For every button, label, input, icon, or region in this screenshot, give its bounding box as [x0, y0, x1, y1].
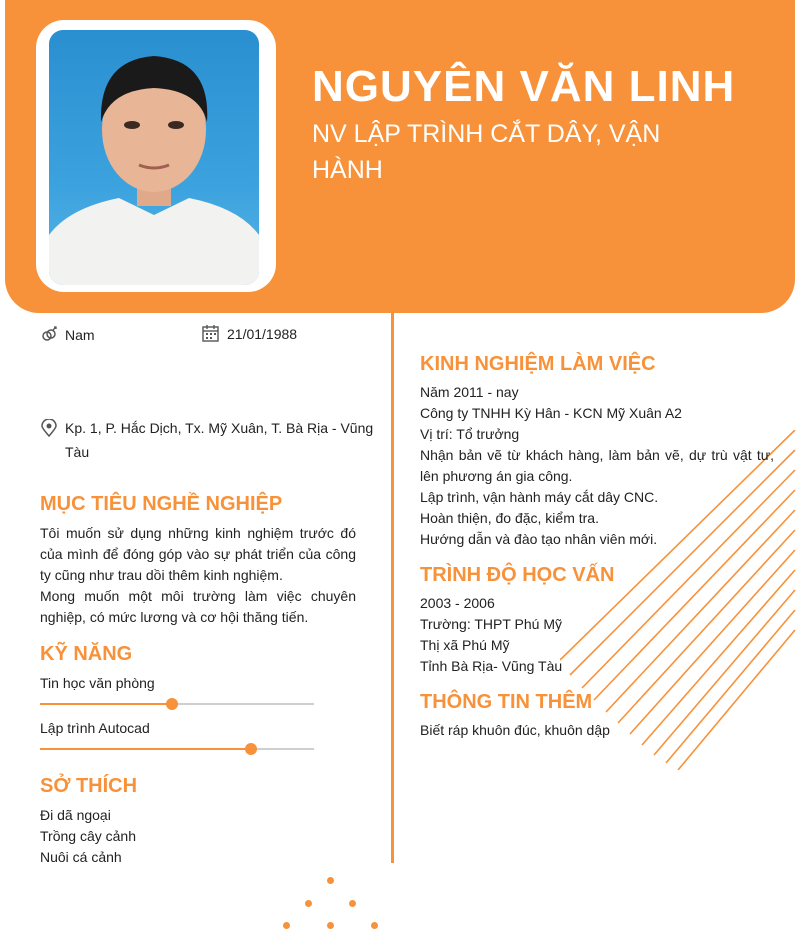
experience-line: Nhận bản vẽ từ khách hàng, làm bản vẽ, dự trù vật tư, lên phương án gia công. — [420, 447, 774, 484]
experience-title: KINH NGHIỆM LÀM VIỆC — [420, 353, 656, 375]
skills-title: KỸ NĂNG — [40, 643, 133, 665]
skill-bar — [40, 703, 314, 705]
experience-line: Vị trí: Tổ trưởng — [420, 426, 520, 442]
skill-bar-handle — [245, 743, 257, 755]
address-row — [40, 416, 380, 464]
job-title: NV LẬP TRÌNH CẮT DÂY, VẬN HÀNH — [312, 120, 661, 184]
objective-paragraph: Mong muốn một môi trường làm việc chuyên nghiệp, có mức lương và cơ hội thăng tiến. — [40, 588, 356, 625]
education-line: 2003 - 2006 — [420, 595, 495, 611]
skill-bar-handle — [166, 698, 178, 710]
education-line: Trường: THPT Phú Mỹ — [420, 616, 562, 632]
experience-line: Công ty TNHH Kỳ Hân - KCN Mỹ Xuân A2 — [420, 405, 682, 421]
column-divider — [391, 313, 394, 863]
additional-info-line: Biết ráp khuôn đúc, khuôn dập — [420, 722, 610, 738]
address-value: Kp. 1, P. Hắc Dịch, Tx. Mỹ Xuân, T. Bà Rịa - Vũng Tàu — [65, 420, 374, 460]
education-line: Tỉnh Bà Rịa- Vũng Tàu — [420, 658, 563, 674]
decorative-dots — [270, 870, 390, 930]
skill-bar-fill — [40, 748, 251, 750]
gender-icon — [40, 326, 58, 344]
experience-line: Hoàn thiện, đo đặc, kiểm tra. — [420, 510, 599, 526]
additional-info-text — [420, 720, 610, 741]
skill-label: Tin học văn phòng — [40, 675, 155, 691]
additional-info-title: THÔNG TIN THÊM — [420, 691, 593, 713]
location-pin-icon — [40, 419, 58, 437]
experience-line: Năm 2011 - nay — [420, 384, 519, 400]
skill-label: Lập trình Autocad — [40, 720, 150, 736]
calendar-icon — [202, 324, 220, 342]
gender-row — [40, 323, 95, 347]
experience-text — [420, 382, 774, 550]
hobbies-list — [40, 805, 136, 868]
decorative-dot — [371, 922, 378, 929]
profile-photo — [49, 30, 259, 285]
education-title: TRÌNH ĐỘ HỌC VẤN — [420, 564, 615, 586]
experience-line: Lập trình, vận hành máy cắt dây CNC. — [420, 489, 659, 505]
objective-paragraph: Tôi muốn sử dụng những kinh nghiệm trước đó của mình để đóng góp vào sự phát triển của công ty cũng như trau dồi thêm kinh nghiệm. — [40, 525, 356, 583]
birthday-value: 21/01/1988 — [227, 326, 298, 342]
decorative-dot — [305, 900, 312, 907]
skill-bar — [40, 748, 314, 750]
hobbies-title: SỞ THÍCH — [40, 775, 138, 797]
decorative-dot — [283, 922, 290, 929]
decorative-dot — [349, 900, 356, 907]
skill-bar-fill — [40, 703, 172, 705]
decorative-dot — [327, 877, 334, 884]
experience-line: Hướng dẫn và đào tạo nhân viên mới. — [420, 531, 658, 547]
birthday-row — [202, 322, 297, 346]
gender-value: Nam — [65, 327, 95, 343]
education-line: Thị xã Phú Mỹ — [420, 637, 510, 653]
decorative-dot — [327, 922, 334, 929]
hobby-item: Nuôi cá cảnh — [40, 849, 122, 865]
hobby-item: Đi dã ngoại — [40, 807, 111, 823]
objective-text — [40, 523, 356, 628]
full-name: NGUYÊN VĂN LINH — [312, 62, 736, 111]
education-text — [420, 593, 562, 677]
hobby-item: Trồng cây cảnh — [40, 828, 136, 844]
objective-title: MỤC TIÊU NGHỀ NGHIỆP — [40, 493, 283, 515]
